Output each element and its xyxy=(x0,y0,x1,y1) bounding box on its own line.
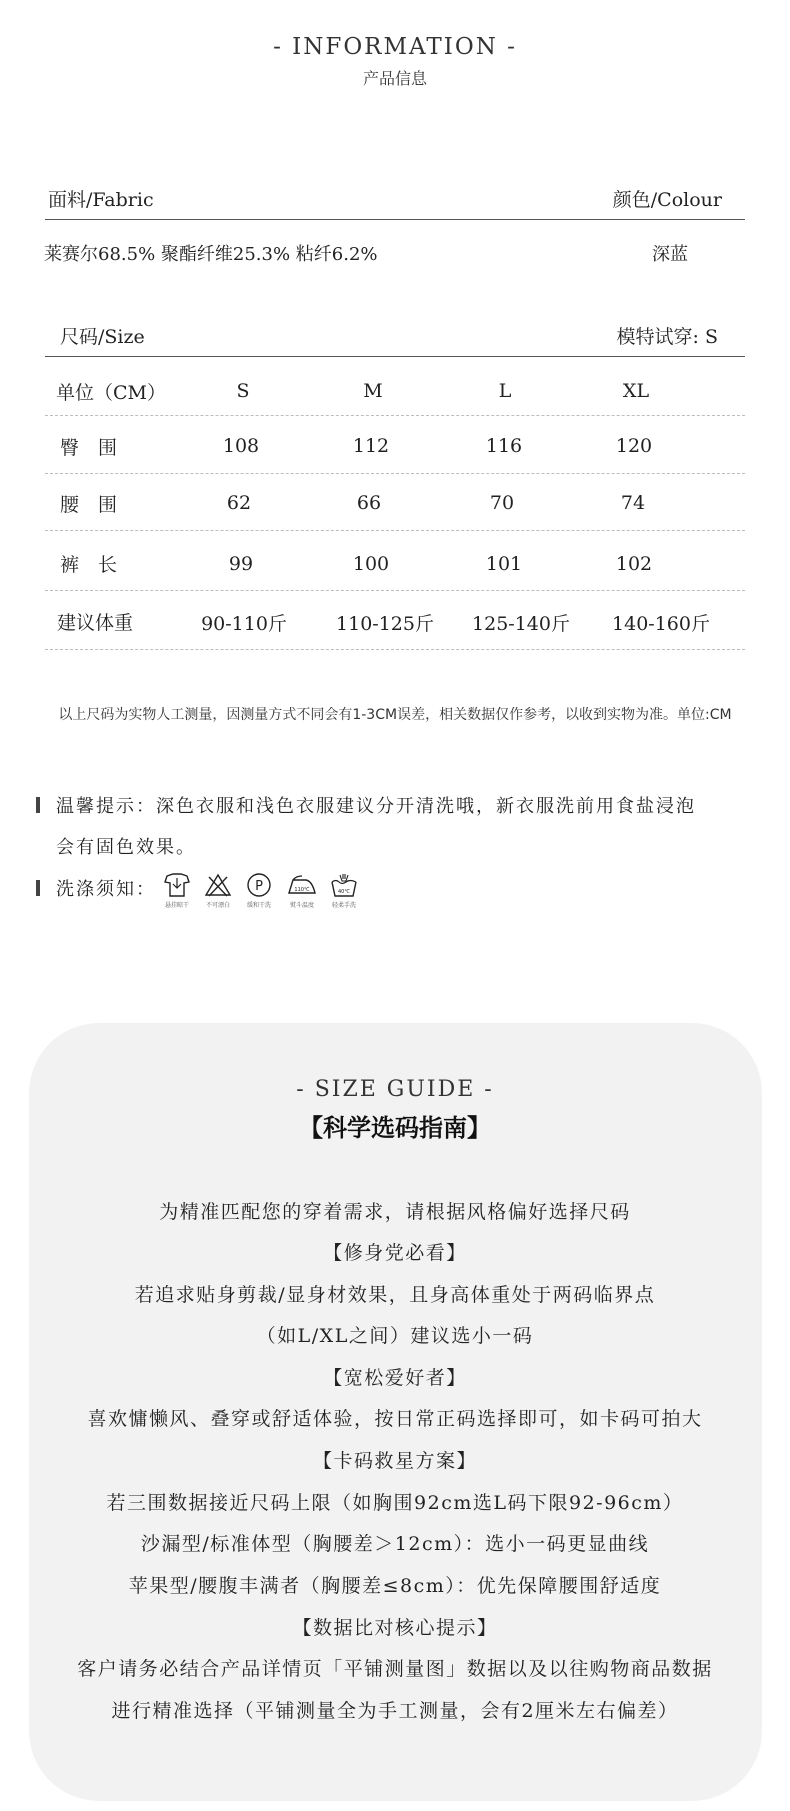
size-col-s: S xyxy=(236,380,250,402)
size-guide-subtitle: 【科学选码指南】 xyxy=(299,1113,491,1142)
table-cell: 99 xyxy=(228,553,254,575)
guide-line: 为精准匹配您的穿着需求，请根据风格偏好选择尺码 xyxy=(159,1201,631,1223)
fabric-rule xyxy=(45,219,745,220)
guide-line: 沙漏型/标准体型（胸腰差＞12cm）：选小一码更显曲线 xyxy=(140,1533,650,1555)
icon-caption: 不可漂白 xyxy=(205,902,230,909)
table-cell: 101 xyxy=(485,553,523,575)
table-cell: 74 xyxy=(620,492,646,514)
hand-wash-icon xyxy=(324,872,364,909)
hang-dry-icon xyxy=(157,872,197,909)
warm-tip-line2: 会有固色效果。 xyxy=(56,837,196,858)
icon-caption: 悬挂晾干 xyxy=(164,902,189,909)
tip-bar xyxy=(36,880,40,896)
model-size-label: 模特试穿: S xyxy=(616,326,718,348)
row-label-waist: 腰 围 xyxy=(60,494,118,516)
size-rule xyxy=(45,356,745,357)
iron-temp-icon xyxy=(282,872,322,909)
guide-heading: 【数据比对核心提示】 xyxy=(292,1617,498,1639)
table-cell: 90-110斤 xyxy=(201,613,287,635)
size-col-m: M xyxy=(363,380,383,402)
warm-tip-line1: 温馨提示：深色衣服和浅色衣服建议分开清洗哦，新衣服洗前用食盐浸泡 xyxy=(56,796,696,817)
guide-line: 苹果型/腰腹丰满者（胸腰差≤8cm）：优先保障腰围舒适度 xyxy=(128,1575,662,1597)
icon-caption: 缓和干洗 xyxy=(246,902,271,909)
guide-line: 若追求贴身剪裁/显身材效果，且身高体重处于两码临界点 xyxy=(134,1284,656,1306)
table-cell: 125-140斤 xyxy=(472,613,570,635)
unit-label: 单位（CM） xyxy=(56,382,166,404)
row-divider xyxy=(45,590,745,591)
icon-caption: 熨斗温度 xyxy=(289,902,314,909)
dry-clean-p-icon xyxy=(239,872,279,909)
row-divider xyxy=(45,415,745,416)
guide-line: 喜欢慵懒风、叠穿或舒适体验，按日常正码选择即可，如卡码可拍大 xyxy=(87,1408,703,1430)
info-title: - INFORMATION - xyxy=(273,34,517,60)
icon-caption: 轻柔手洗 xyxy=(331,902,356,909)
guide-line: 若三围数据接近尺码上限（如胸围92cm选L码下限92-96cm） xyxy=(106,1492,684,1514)
guide-line: 进行精准选择（平铺测量全为手工测量，会有2厘米左右偏差） xyxy=(111,1700,679,1722)
table-cell: 108 xyxy=(222,435,260,457)
guide-heading: 【卡码救星方案】 xyxy=(312,1450,477,1472)
table-cell: 112 xyxy=(352,435,390,457)
table-cell: 70 xyxy=(489,492,515,514)
table-cell: 140-160斤 xyxy=(612,613,710,635)
colour-label: 颜色/Colour xyxy=(612,189,722,211)
wash-label: 洗涤须知： xyxy=(56,879,156,900)
table-cell: 102 xyxy=(615,553,653,575)
tip-bar xyxy=(36,797,40,813)
guide-line: 客户请务必结合产品详情页「平铺测量图」数据以及以往购物商品数据 xyxy=(77,1658,713,1680)
colour-value: 深蓝 xyxy=(652,244,688,265)
no-bleach-icon xyxy=(198,872,238,909)
info-subtitle: 产品信息 xyxy=(362,69,427,88)
row-divider xyxy=(45,473,745,474)
table-cell: 100 xyxy=(352,553,390,575)
size-col-xl: XL xyxy=(622,380,650,402)
size-label: 尺码/Size xyxy=(60,326,145,348)
svg-text:110℃: 110℃ xyxy=(294,887,310,893)
measurement-note: 以上尺码为实物人工测量，因测量方式不同会有1-3CM误差，相关数据仅作参考，以收到实物为准。单位:CM xyxy=(58,707,732,723)
row-label-hip: 臀 围 xyxy=(60,437,118,459)
row-divider xyxy=(45,530,745,531)
guide-heading: 【修身党必看】 xyxy=(323,1242,467,1264)
table-cell: 62 xyxy=(226,492,252,514)
guide-heading: 【宽松爱好者】 xyxy=(323,1367,467,1389)
table-cell: 116 xyxy=(485,435,523,457)
svg-text:40℃: 40℃ xyxy=(338,889,350,895)
fabric-label: 面料/Fabric xyxy=(48,189,154,211)
svg-text:P: P xyxy=(255,879,263,894)
table-cell: 110-125斤 xyxy=(336,613,434,635)
row-divider xyxy=(45,649,745,650)
table-cell: 66 xyxy=(356,492,382,514)
row-label-length: 裤 长 xyxy=(60,554,118,576)
size-guide-title: - SIZE GUIDE - xyxy=(296,1077,494,1102)
row-label-weight: 建议体重 xyxy=(57,612,134,634)
fabric-composition: 莱赛尔68.5% 聚酯纤维25.3% 粘纤6.2% xyxy=(44,244,378,265)
guide-line: （如L/XL之间）建议选小一码 xyxy=(256,1325,534,1347)
table-cell: 120 xyxy=(615,435,653,457)
size-col-l: L xyxy=(498,380,512,402)
